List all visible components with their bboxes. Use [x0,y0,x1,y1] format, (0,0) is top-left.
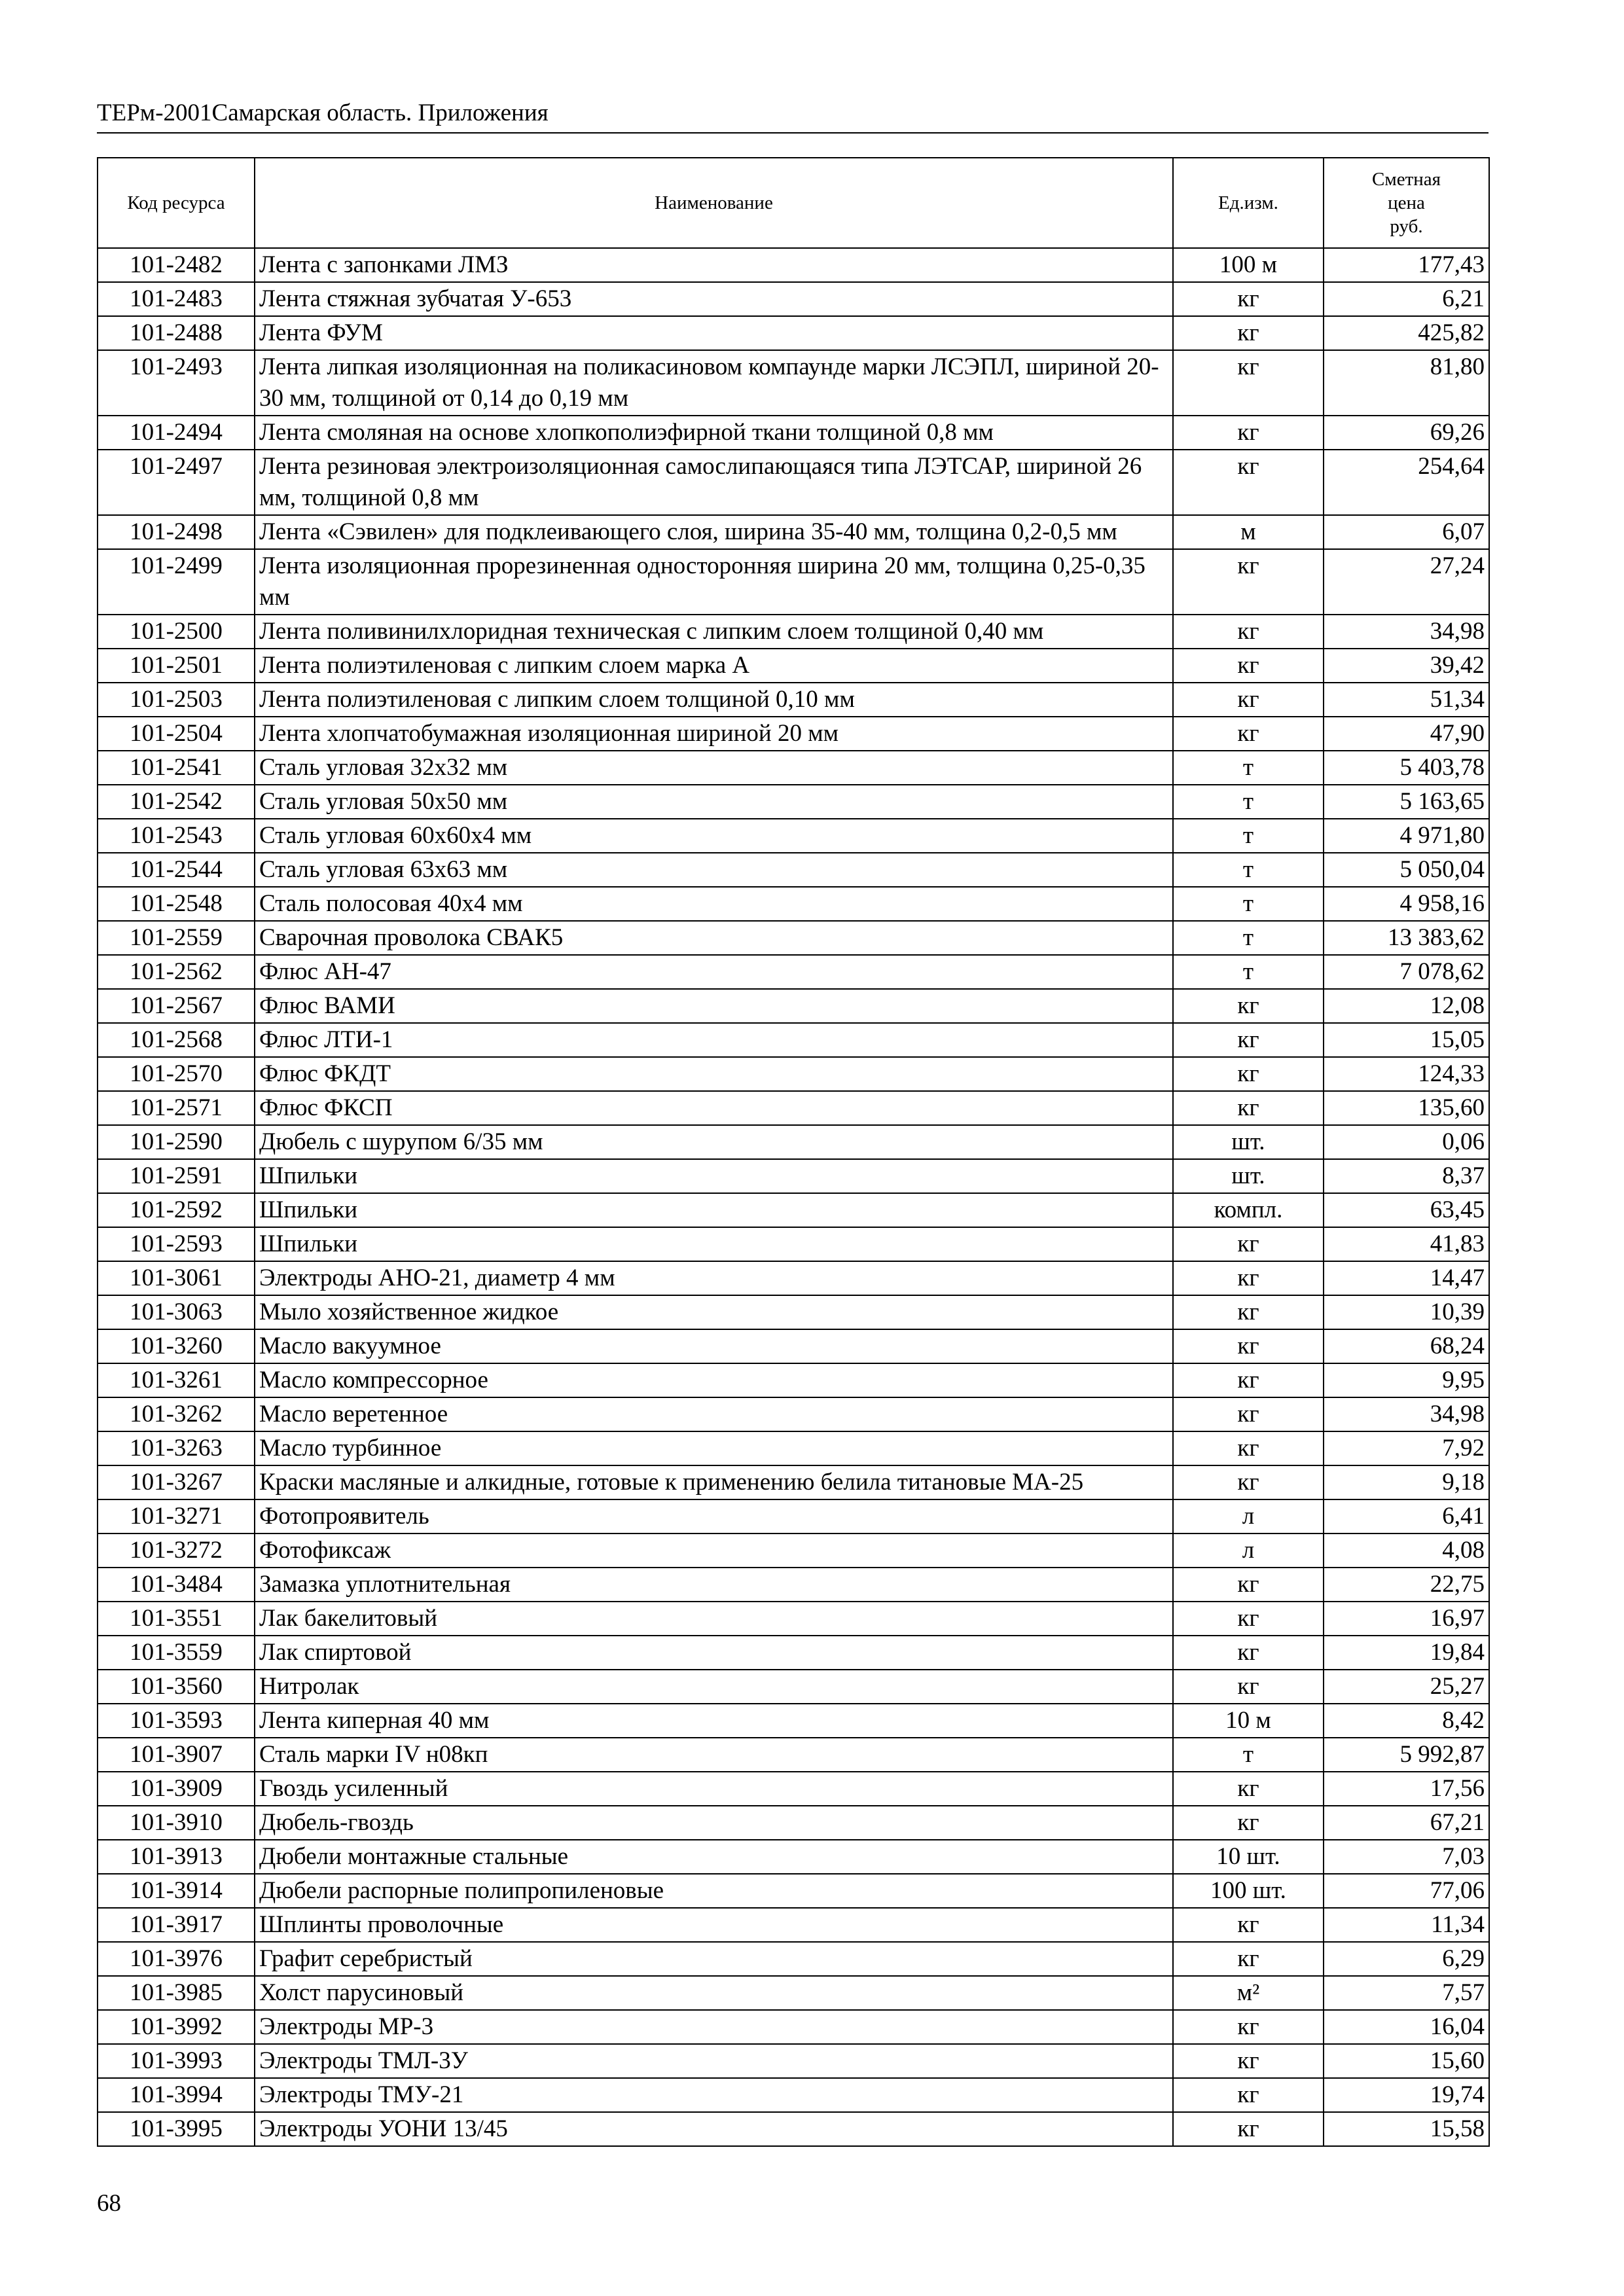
table-row [98,316,1489,350]
table-row [98,416,1489,450]
resource-unit: кг [1173,1397,1324,1431]
resource-price: 15,60 [1324,2044,1489,2078]
resource-unit: 10 м [1173,1704,1324,1738]
resource-price: 19,84 [1324,1636,1489,1670]
resource-unit: кг [1173,1908,1324,1942]
table-row [98,1772,1489,1806]
resource-unit: кг [1173,1363,1324,1397]
resource-name: Масло компрессорное [255,1363,1173,1397]
resource-name: Электроды ТМЛ-3У [255,2044,1173,2078]
table-row [98,649,1489,683]
resource-unit: кг [1173,416,1324,450]
resource-code: 101-2499 [98,549,255,615]
resource-code: 101-3560 [98,1670,255,1704]
resource-unit: т [1173,887,1324,921]
resource-name: Замазка уплотнительная [255,1568,1173,1602]
resource-unit: л [1173,1499,1324,1534]
resource-name: Лента полиэтиленовая с липким слоем толщиной 0,10 мм [255,683,1173,717]
resource-unit: кг [1173,1636,1324,1670]
resource-price: 0,06 [1324,1125,1489,1159]
resource-price: 47,90 [1324,717,1489,751]
price-header-line3: руб. [1390,216,1423,237]
resource-unit: кг [1173,2010,1324,2044]
resource-price: 7,03 [1324,1840,1489,1874]
resource-price: 5 992,87 [1324,1738,1489,1772]
table-header-row [98,158,1489,248]
resource-code: 101-2503 [98,683,255,717]
resource-price: 14,47 [1324,1261,1489,1295]
table-row [98,1840,1489,1874]
resource-price: 19,74 [1324,2078,1489,2112]
resource-price: 67,21 [1324,1806,1489,1840]
table-row [98,1670,1489,1704]
resource-code: 101-2567 [98,989,255,1023]
resource-code: 101-3267 [98,1465,255,1499]
resource-code: 101-3260 [98,1329,255,1363]
resource-unit: кг [1173,615,1324,649]
resource-price: 12,08 [1324,989,1489,1023]
resource-unit: шт. [1173,1159,1324,1193]
resource-price: 41,83 [1324,1227,1489,1261]
table-row [98,1738,1489,1772]
resource-name: Лента поливинилхлоридная техническая с липким слоем толщиной 0,40 мм [255,615,1173,649]
table-row [98,1023,1489,1057]
resource-price: 8,42 [1324,1704,1489,1738]
table-row [98,2078,1489,2112]
resource-price: 77,06 [1324,1874,1489,1908]
resource-name: Лента «Сэвилен» для подклеивающего слоя, ширина 35-40 мм, толщина 0,2-0,5 мм [255,515,1173,549]
resource-code: 101-2500 [98,615,255,649]
resource-unit: т [1173,819,1324,853]
resource-code: 101-2562 [98,955,255,989]
resource-name: Нитролак [255,1670,1173,1704]
resource-name: Масло турбинное [255,1431,1173,1465]
resource-name: Мыло хозяйственное жидкое [255,1295,1173,1329]
resource-price: 5 403,78 [1324,751,1489,785]
resource-unit: т [1173,955,1324,989]
resource-name: Дюбели монтажные стальные [255,1840,1173,1874]
resource-price: 15,58 [1324,2112,1489,2146]
table-row [98,282,1489,316]
resource-price: 7,92 [1324,1431,1489,1465]
resource-code: 101-2541 [98,751,255,785]
resource-price: 17,56 [1324,1772,1489,1806]
table-row [98,2010,1489,2044]
resource-price: 6,29 [1324,1942,1489,1976]
resource-code: 101-2493 [98,350,255,416]
resource-name: Масло веретенное [255,1397,1173,1431]
resource-name: Электроды АНО-21, диаметр 4 мм [255,1261,1173,1295]
resource-name: Сталь угловая 60х60х4 мм [255,819,1173,853]
resource-price: 39,42 [1324,649,1489,683]
resource-unit: кг [1173,1295,1324,1329]
table-row [98,1704,1489,1738]
resource-unit: кг [1173,1806,1324,1840]
price-header-line2: цена [1388,192,1425,213]
table-row [98,2112,1489,2146]
table-row [98,853,1489,887]
table-row [98,683,1489,717]
resource-code: 101-3917 [98,1908,255,1942]
table-row [98,1465,1489,1499]
resource-unit: кг [1173,1465,1324,1499]
resource-unit: кг [1173,1329,1324,1363]
resource-price: 9,95 [1324,1363,1489,1397]
resource-name: Лента резиновая электроизоляционная самослипающаяся типа ЛЭТСАР, шириной 26 мм, толщиной 0,8 мм [255,450,1173,515]
resource-name: Электроды МР-3 [255,2010,1173,2044]
resource-name: Шплинты проволочные [255,1908,1173,1942]
resource-unit: кг [1173,549,1324,615]
resource-price: 11,34 [1324,1908,1489,1942]
resource-code: 101-2544 [98,853,255,887]
resource-code: 101-2559 [98,921,255,955]
table-row [98,955,1489,989]
resource-code: 101-3272 [98,1534,255,1568]
table-row [98,615,1489,649]
resource-name: Сталь угловая 32х32 мм [255,751,1173,785]
resource-unit: м [1173,515,1324,549]
resource-name: Лента хлопчатобумажная изоляционная шириной 20 мм [255,717,1173,751]
resource-price: 425,82 [1324,316,1489,350]
table-row [98,1534,1489,1568]
resource-unit: кг [1173,2044,1324,2078]
resource-price: 27,24 [1324,549,1489,615]
resource-unit: т [1173,785,1324,819]
resource-price: 124,33 [1324,1057,1489,1091]
resource-code: 101-3992 [98,2010,255,2044]
resource-price: 7 078,62 [1324,955,1489,989]
resource-table [97,157,1490,2147]
resource-name: Лента стяжная зубчатая У-653 [255,282,1173,316]
resource-code: 101-3559 [98,1636,255,1670]
resource-code: 101-2542 [98,785,255,819]
table-row [98,921,1489,955]
resource-name: Флюс ФКДТ [255,1057,1173,1091]
table-row [98,989,1489,1023]
resource-name: Лак бакелитовый [255,1602,1173,1636]
table-row [98,1091,1489,1125]
resource-name: Холст парусиновый [255,1976,1173,2010]
table-row [98,1363,1489,1397]
resource-code: 101-2543 [98,819,255,853]
resource-code: 101-2494 [98,416,255,450]
resource-name: Графит серебристый [255,1942,1173,1976]
resource-code: 101-2483 [98,282,255,316]
table-row [98,819,1489,853]
resource-price: 135,60 [1324,1091,1489,1125]
resource-name: Шпильки [255,1227,1173,1261]
page-number: 68 [97,2190,121,2217]
resource-name: Лента с запонками ЛМЗ [255,248,1173,282]
resource-name: Масло вакуумное [255,1329,1173,1363]
resource-code: 101-3484 [98,1568,255,1602]
column-header-unit: Ед.изм. [1173,158,1324,248]
resource-price: 16,04 [1324,2010,1489,2044]
resource-code: 101-2504 [98,717,255,751]
resource-name: Дюбель с шурупом 6/35 мм [255,1125,1173,1159]
table-row [98,1431,1489,1465]
resource-code: 101-3593 [98,1704,255,1738]
resource-unit: кг [1173,2112,1324,2146]
resource-unit: т [1173,921,1324,955]
table-row [98,1329,1489,1363]
column-header-name: Наименование [255,158,1173,248]
resource-unit: кг [1173,1091,1324,1125]
resource-price: 5 050,04 [1324,853,1489,887]
resource-price: 25,27 [1324,1670,1489,1704]
table-row [98,1295,1489,1329]
table-row [98,751,1489,785]
resource-unit: кг [1173,1942,1324,1976]
resource-price: 34,98 [1324,1397,1489,1431]
resource-code: 101-2548 [98,887,255,921]
table-row [98,248,1489,282]
table-row [98,1397,1489,1431]
resource-unit: кг [1173,1261,1324,1295]
table-body [98,248,1489,2146]
table-row [98,1159,1489,1193]
resource-code: 101-2570 [98,1057,255,1091]
resource-name: Сталь марки IV н08кп [255,1738,1173,1772]
resource-unit: кг [1173,450,1324,515]
resource-unit: кг [1173,282,1324,316]
resource-unit: т [1173,751,1324,785]
resource-unit: кг [1173,1023,1324,1057]
resource-price: 15,05 [1324,1023,1489,1057]
resource-name: Электроды УОНИ 13/45 [255,2112,1173,2146]
resource-name: Сварочная проволока СВАК5 [255,921,1173,955]
resource-unit: кг [1173,350,1324,416]
resource-code: 101-3994 [98,2078,255,2112]
resource-code: 101-3909 [98,1772,255,1806]
resource-code: 101-3985 [98,1976,255,2010]
table-row [98,549,1489,615]
resource-name: Лак спиртовой [255,1636,1173,1670]
resource-unit: м² [1173,1976,1324,2010]
resource-price: 6,41 [1324,1499,1489,1534]
resource-code: 101-2488 [98,316,255,350]
resource-name: Флюс ЛТИ-1 [255,1023,1173,1057]
price-header-line1: Сметная [1372,169,1441,190]
table-row [98,1499,1489,1534]
resource-name: Лента ФУМ [255,316,1173,350]
resource-unit: кг [1173,1670,1324,1704]
resource-name: Сталь угловая 50х50 мм [255,785,1173,819]
resource-code: 101-3993 [98,2044,255,2078]
resource-code: 101-3913 [98,1840,255,1874]
resource-unit: кг [1173,1431,1324,1465]
resource-name: Флюс ФКСП [255,1091,1173,1125]
table-row [98,887,1489,921]
resource-code: 101-3063 [98,1295,255,1329]
resource-name: Фотофиксаж [255,1534,1173,1568]
resource-unit: 100 шт. [1173,1874,1324,1908]
table-row [98,1942,1489,1976]
resource-name: Электроды ТМУ-21 [255,2078,1173,2112]
resource-name: Сталь полосовая 40х4 мм [255,887,1173,921]
resource-unit: кг [1173,683,1324,717]
resource-price: 16,97 [1324,1602,1489,1636]
resource-name: Лента липкая изоляционная на поликасиновом компаунде марки ЛСЭПЛ, шириной 20-30 мм, толщиной от 0,14 до 0,19 мм [255,350,1173,416]
resource-name: Дюбели распорные полипропиленовые [255,1874,1173,1908]
resource-unit: кг [1173,649,1324,683]
resource-code: 101-3976 [98,1942,255,1976]
resource-price: 4 958,16 [1324,887,1489,921]
resource-unit: т [1173,853,1324,887]
table-row [98,1568,1489,1602]
resource-code: 101-2571 [98,1091,255,1125]
resource-name: Шпильки [255,1193,1173,1227]
resource-code: 101-3061 [98,1261,255,1295]
resource-code: 101-2591 [98,1159,255,1193]
table-row [98,1976,1489,2010]
table-row [98,1806,1489,1840]
resource-code: 101-3907 [98,1738,255,1772]
table-row [98,450,1489,515]
resource-unit: кг [1173,1772,1324,1806]
column-header-price [1324,158,1489,248]
resource-name: Лента полиэтиленовая с липким слоем марка А [255,649,1173,683]
table-row [98,1602,1489,1636]
resource-name: Лента изоляционная прорезиненная односторонняя ширина 20 мм, толщина 0,25-0,35 мм [255,549,1173,615]
resource-price: 4,08 [1324,1534,1489,1568]
resource-unit: кг [1173,1568,1324,1602]
resource-price: 81,80 [1324,350,1489,416]
resource-code: 101-3995 [98,2112,255,2146]
resource-code: 101-3914 [98,1874,255,1908]
resource-price: 8,37 [1324,1159,1489,1193]
resource-price: 6,21 [1324,282,1489,316]
resource-price: 10,39 [1324,1295,1489,1329]
resource-unit: шт. [1173,1125,1324,1159]
page-header: ТЕРм-2001Самарская область. Приложения [97,98,1489,134]
resource-name: Сталь угловая 63х63 мм [255,853,1173,887]
resource-unit: компл. [1173,1193,1324,1227]
resource-name: Лента киперная 40 мм [255,1704,1173,1738]
resource-code: 101-2482 [98,248,255,282]
resource-unit: кг [1173,989,1324,1023]
column-header-code: Код ресурса [98,158,255,248]
resource-price: 69,26 [1324,416,1489,450]
resource-name: Гвоздь усиленный [255,1772,1173,1806]
resource-unit: кг [1173,1602,1324,1636]
resource-price: 6,07 [1324,515,1489,549]
resource-unit: кг [1173,1227,1324,1261]
resource-price: 4 971,80 [1324,819,1489,853]
resource-price: 13 383,62 [1324,921,1489,955]
resource-code: 101-2593 [98,1227,255,1261]
resource-price: 68,24 [1324,1329,1489,1363]
resource-unit: кг [1173,717,1324,751]
resource-price: 177,43 [1324,248,1489,282]
table-row [98,1125,1489,1159]
resource-price: 63,45 [1324,1193,1489,1227]
resource-code: 101-2568 [98,1023,255,1057]
resource-code: 101-3910 [98,1806,255,1840]
resource-name: Лента смоляная на основе хлопкополиэфирной ткани толщиной 0,8 мм [255,416,1173,450]
resource-code: 101-2592 [98,1193,255,1227]
table-row [98,1057,1489,1091]
resource-code: 101-2498 [98,515,255,549]
resource-code: 101-3271 [98,1499,255,1534]
table-row [98,350,1489,416]
table-row [98,1261,1489,1295]
resource-name: Фотопроявитель [255,1499,1173,1534]
resource-name: Дюбель-гвоздь [255,1806,1173,1840]
resource-code: 101-3263 [98,1431,255,1465]
resource-unit: т [1173,1738,1324,1772]
resource-unit: 100 м [1173,248,1324,282]
table-row [98,1193,1489,1227]
resource-unit: кг [1173,1057,1324,1091]
resource-code: 101-3551 [98,1602,255,1636]
resource-unit: 10 шт. [1173,1840,1324,1874]
table-row [98,515,1489,549]
resource-price: 5 163,65 [1324,785,1489,819]
table-row [98,1908,1489,1942]
resource-code: 101-2590 [98,1125,255,1159]
resource-code: 101-3261 [98,1363,255,1397]
resource-name: Шпильки [255,1159,1173,1193]
table-row [98,1636,1489,1670]
table-row [98,1227,1489,1261]
resource-name: Флюс ВАМИ [255,989,1173,1023]
resource-price: 51,34 [1324,683,1489,717]
resource-name: Флюс АН-47 [255,955,1173,989]
resource-price: 254,64 [1324,450,1489,515]
resource-unit: кг [1173,316,1324,350]
resource-price: 7,57 [1324,1976,1489,2010]
table-row [98,1874,1489,1908]
resource-price: 34,98 [1324,615,1489,649]
resource-unit: л [1173,1534,1324,1568]
resource-name: Краски масляные и алкидные, готовые к применению белила титановые МА-25 [255,1465,1173,1499]
resource-unit: кг [1173,2078,1324,2112]
table-row [98,785,1489,819]
resource-code: 101-3262 [98,1397,255,1431]
table-row [98,2044,1489,2078]
resource-code: 101-2497 [98,450,255,515]
table-row [98,717,1489,751]
resource-code: 101-2501 [98,649,255,683]
resource-price: 22,75 [1324,1568,1489,1602]
resource-price: 9,18 [1324,1465,1489,1499]
